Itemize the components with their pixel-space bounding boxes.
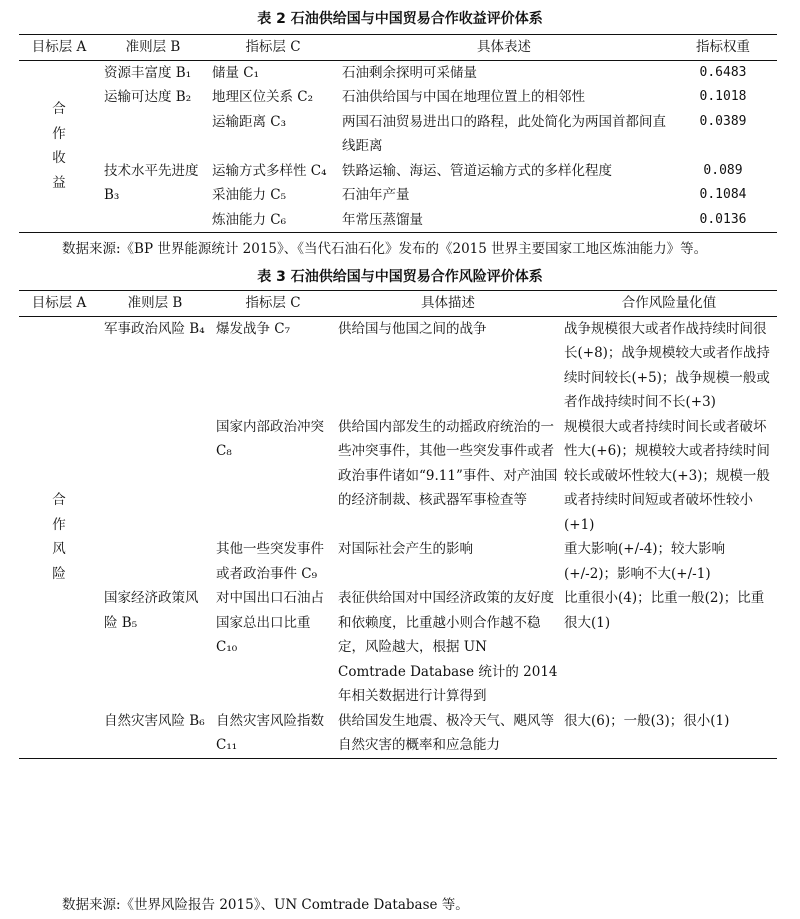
table-row: [19, 110, 777, 159]
table-row: [19, 586, 777, 709]
table-row: [19, 316, 777, 415]
description-cell: 供给国发生地震、极冷天气、飓风等自然灾害的概率和应急能力: [338, 712, 554, 753]
risk-value-cell: 规模很大或者持续时间长或者破坏性大(+6)；规模较大或者持续时间较长或破坏性较大(+3)；规模一般或者持续时间短或者破坏性较小(+1): [564, 418, 770, 533]
risk-value-cell: 比重很小(4)；比重一般(2)；比重很大(1): [564, 590, 765, 631]
table-row: [19, 537, 777, 586]
col-header-description: 具体描述: [421, 295, 475, 311]
criteria-cell: [99, 415, 211, 538]
criteria-cell: [99, 537, 211, 586]
criteria-cell: 运输可达度 B₂: [104, 89, 192, 105]
weight-cell: 0.1018: [699, 89, 747, 104]
target-cell: [19, 60, 99, 233]
indicator-cell: 自然灾害风险指数 C₁₁: [216, 712, 324, 753]
weight-cell: 0.1084: [699, 187, 747, 202]
target-cell: [19, 316, 99, 758]
table3-caption: 表 3 石油供给国与中国贸易合作风险评价体系: [257, 269, 543, 285]
indicator-cell: 运输方式多样性 C₄: [212, 162, 327, 179]
indicator-cell: 储量 C₁: [212, 64, 260, 81]
table3-source: 数据来源:《世界风险报告 2015》、UN Comtrade Database 等。: [62, 897, 469, 913]
col-header-target: 目标层 A: [31, 39, 87, 55]
target-label: 合作风险: [52, 492, 67, 582]
table2-source: 数据来源:《BP 世界能源统计 2015》、《当代石油石化》发布的《2015 世界主要国家工地区炼油能力》等。: [62, 241, 708, 257]
description-cell: 年常压蒸馏量: [342, 211, 423, 228]
indicator-cell: 采油能力 C₅: [212, 187, 287, 203]
description-cell: 两国石油贸易进出口的路程，此处简化为两国首都间直线距离: [342, 113, 666, 154]
description-cell: 表征供给国对中国经济政策的友好度和依赖度，比重越小则合作越不稳定，风险越大，根据 UN Comtrade Database 统计的 2014 年相关数据进行计算得到: [338, 590, 558, 704]
indicator-cell: 运输距离 C₃: [212, 113, 287, 130]
description-cell: 石油供给国与中国在地理位置上的相邻性: [342, 89, 585, 105]
risk-value-cell: 重大影响(+/-4)；较大影响(+/-2)；影响不大(+/-1): [564, 541, 726, 582]
indicator-cell: 地理区位关系 C₂: [212, 89, 314, 105]
indicator-cell: 其他一些突发事件或者政治事件 C₉: [216, 541, 324, 582]
criteria-cell: 资源丰富度 B₁: [104, 64, 192, 81]
description-cell: 供给国内部发生的动摇政府统治的一些冲突事件，其他一些突发事件或者政治事件诸如“9.11”事件、对产油国的经济制裁、核武器军事检查等: [338, 418, 558, 508]
weight-cell: 0.089: [703, 162, 743, 178]
col-header-criteria: 准则层 B: [127, 295, 183, 311]
table-row: [19, 415, 777, 538]
table-row: [19, 85, 777, 110]
weight-cell: 0.0136: [699, 211, 747, 227]
criteria-cell: 军事政治风险 B₄: [104, 320, 205, 337]
description-cell: 铁路运输、海运、管道运输方式的多样化程度: [342, 162, 612, 179]
col-header-indicator: 指标层 C: [245, 295, 301, 311]
description-cell: 对国际社会产生的影响: [338, 541, 473, 557]
table2: [19, 34, 777, 233]
col-header-target: 目标层 A: [31, 295, 87, 311]
table-row: [19, 60, 777, 85]
criteria-cell: 自然灾害风险 B₆: [104, 712, 205, 729]
weight-cell: 0.6483: [699, 64, 747, 80]
table-row: [19, 159, 777, 184]
table-row: [19, 709, 777, 759]
indicator-cell: 对中国出口石油占国家总出口比重 C₁₀: [216, 590, 324, 655]
risk-value-cell: 很大(6)；一般(3)；很小(1): [564, 712, 730, 729]
col-header-indicator: 指标层 C: [245, 39, 301, 55]
indicator-cell: 爆发战争 C₇: [216, 320, 291, 337]
target-label: 合作收益: [52, 101, 67, 191]
description-cell: 供给国与他国之间的战争: [338, 320, 487, 337]
col-header-criteria: 准则层 B: [125, 39, 181, 55]
criteria-cell: [99, 110, 207, 159]
description-cell: 石油年产量: [342, 187, 410, 203]
table2-header-row: [19, 35, 777, 61]
criteria-cell: 技术水平先进度 B₃: [104, 162, 199, 203]
col-header-risk-value: 合作风险量化值: [621, 295, 717, 311]
risk-value-cell: 战争规模很大或者作战持续时间很长(+8)；战争规模较大或者作战持续时间较长(+5)；战争规模一般或者作战持续时间不长(+3): [564, 320, 770, 410]
table3-header-row: [19, 291, 777, 317]
table2-caption: 表 2 石油供给国与中国贸易合作收益评价体系: [257, 11, 543, 27]
indicator-cell: 炼油能力 C₆: [212, 211, 287, 228]
indicator-cell: 国家内部政治冲突 C₈: [216, 418, 324, 459]
table3: [19, 290, 777, 759]
description-cell: 石油剩余探明可采储量: [342, 64, 477, 81]
col-header-description: 具体表述: [477, 39, 531, 55]
criteria-cell: 国家经济政策风险 B₅: [104, 590, 199, 631]
weight-cell: 0.0389: [699, 113, 747, 129]
col-header-weight: 指标权重: [696, 39, 750, 55]
